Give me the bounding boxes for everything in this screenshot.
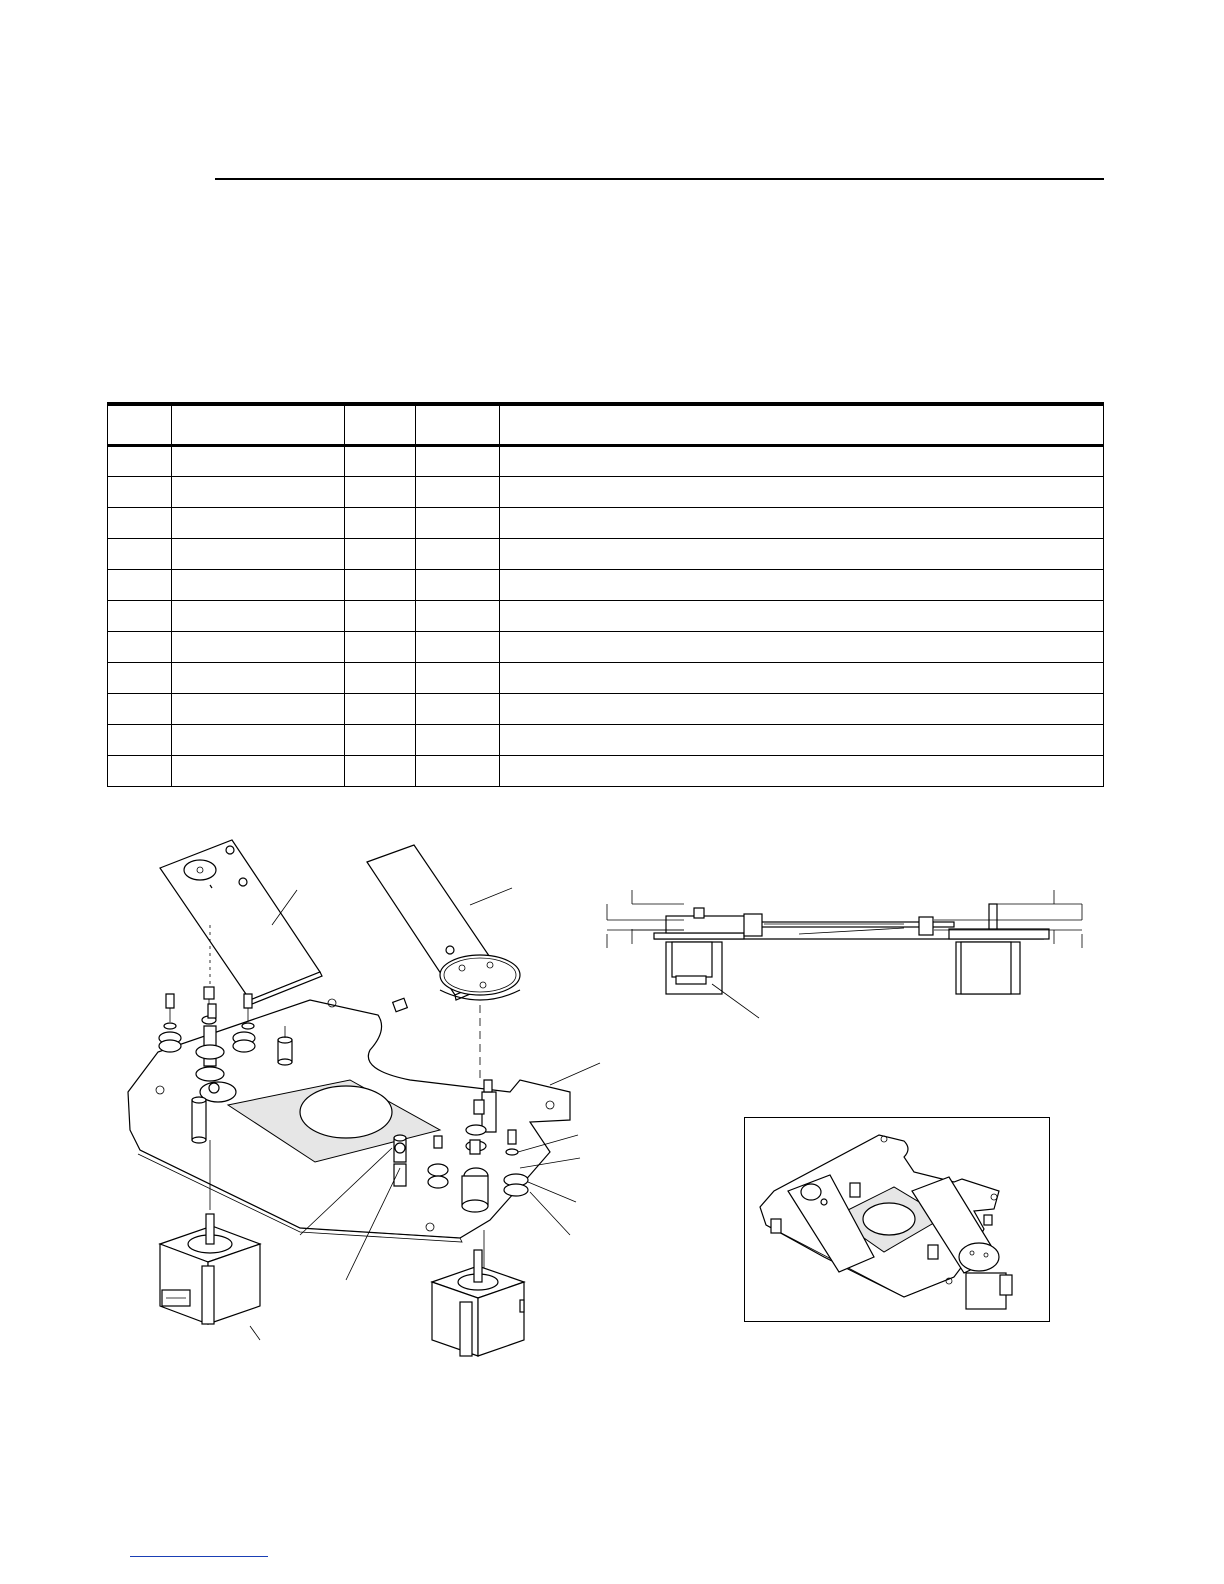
- table-cell: [108, 724, 172, 755]
- table-cell: [172, 724, 345, 755]
- table-cell: [500, 445, 1104, 476]
- table-cell: [172, 662, 345, 693]
- table-row: [108, 538, 1104, 569]
- table-cell: [345, 569, 416, 600]
- table-cell: [500, 755, 1104, 786]
- table-cell: [500, 569, 1104, 600]
- parts-table: [107, 402, 1104, 787]
- table-cell: [108, 476, 172, 507]
- table-cell: [172, 538, 345, 569]
- table-cell: [500, 662, 1104, 693]
- table-cell: [345, 476, 416, 507]
- table-cell: [416, 476, 500, 507]
- table-cell: [500, 600, 1104, 631]
- table-cell: [416, 724, 500, 755]
- right-slider-plate: [367, 845, 520, 1000]
- table-cell: [345, 600, 416, 631]
- assembled-view-drawing: [744, 1117, 1050, 1322]
- table-cell: [172, 507, 345, 538]
- table-row: [108, 445, 1104, 476]
- table-cell: [345, 693, 416, 724]
- table-cell: [172, 445, 345, 476]
- table-cell: [172, 569, 345, 600]
- table-cell: [108, 631, 172, 662]
- table-cell: [500, 476, 1104, 507]
- table-cell: [172, 693, 345, 724]
- left-stepper-motor: [160, 1214, 260, 1340]
- header-rule: [215, 178, 1104, 180]
- table-cell: [345, 445, 416, 476]
- table-cell: [416, 507, 500, 538]
- table-row: [108, 569, 1104, 600]
- table-cell: [345, 755, 416, 786]
- table-cell: [108, 538, 172, 569]
- side-view-drawing: [604, 884, 1094, 1024]
- table-row: [108, 631, 1104, 662]
- table-cell: [416, 538, 500, 569]
- table-row: [108, 476, 1104, 507]
- table-cell: [172, 476, 345, 507]
- col-qty-header: [345, 404, 416, 445]
- table-cell: [172, 600, 345, 631]
- table-cell: [108, 600, 172, 631]
- table-row: [108, 662, 1104, 693]
- table-row: [108, 755, 1104, 786]
- table-cell: [500, 507, 1104, 538]
- table-cell: [416, 662, 500, 693]
- right-stepper-motor: [432, 1250, 524, 1356]
- col-part-number-header: [172, 404, 345, 445]
- table-cell: [416, 445, 500, 476]
- table-cell: [345, 631, 416, 662]
- col-description-header: [500, 404, 1104, 445]
- table-cell: [108, 569, 172, 600]
- table-cell: [416, 693, 500, 724]
- table-cell: [500, 693, 1104, 724]
- table-cell: [345, 724, 416, 755]
- left-slider-plate: [160, 840, 322, 1004]
- table-header-row: [108, 404, 1104, 445]
- table-row: [108, 724, 1104, 755]
- table-cell: [345, 507, 416, 538]
- table-row: [108, 600, 1104, 631]
- table-cell: [108, 693, 172, 724]
- table-cell: [172, 755, 345, 786]
- col-item-header: [108, 404, 172, 445]
- table-cell: [500, 631, 1104, 662]
- table-cell: [416, 569, 500, 600]
- table-cell: [500, 724, 1104, 755]
- footer-link-underline[interactable]: [130, 1556, 268, 1557]
- table-cell: [416, 600, 500, 631]
- col-ref-header: [416, 404, 500, 445]
- table-row: [108, 693, 1104, 724]
- table-cell: [108, 755, 172, 786]
- table-cell: [416, 631, 500, 662]
- table-cell: [172, 631, 345, 662]
- table-row: [108, 507, 1104, 538]
- table-cell: [500, 538, 1104, 569]
- table-cell: [108, 445, 172, 476]
- table-cell: [345, 538, 416, 569]
- table-cell: [108, 662, 172, 693]
- table-cell: [108, 507, 172, 538]
- table-cell: [416, 755, 500, 786]
- table-cell: [345, 662, 416, 693]
- exploded-view-drawing: [110, 830, 630, 1350]
